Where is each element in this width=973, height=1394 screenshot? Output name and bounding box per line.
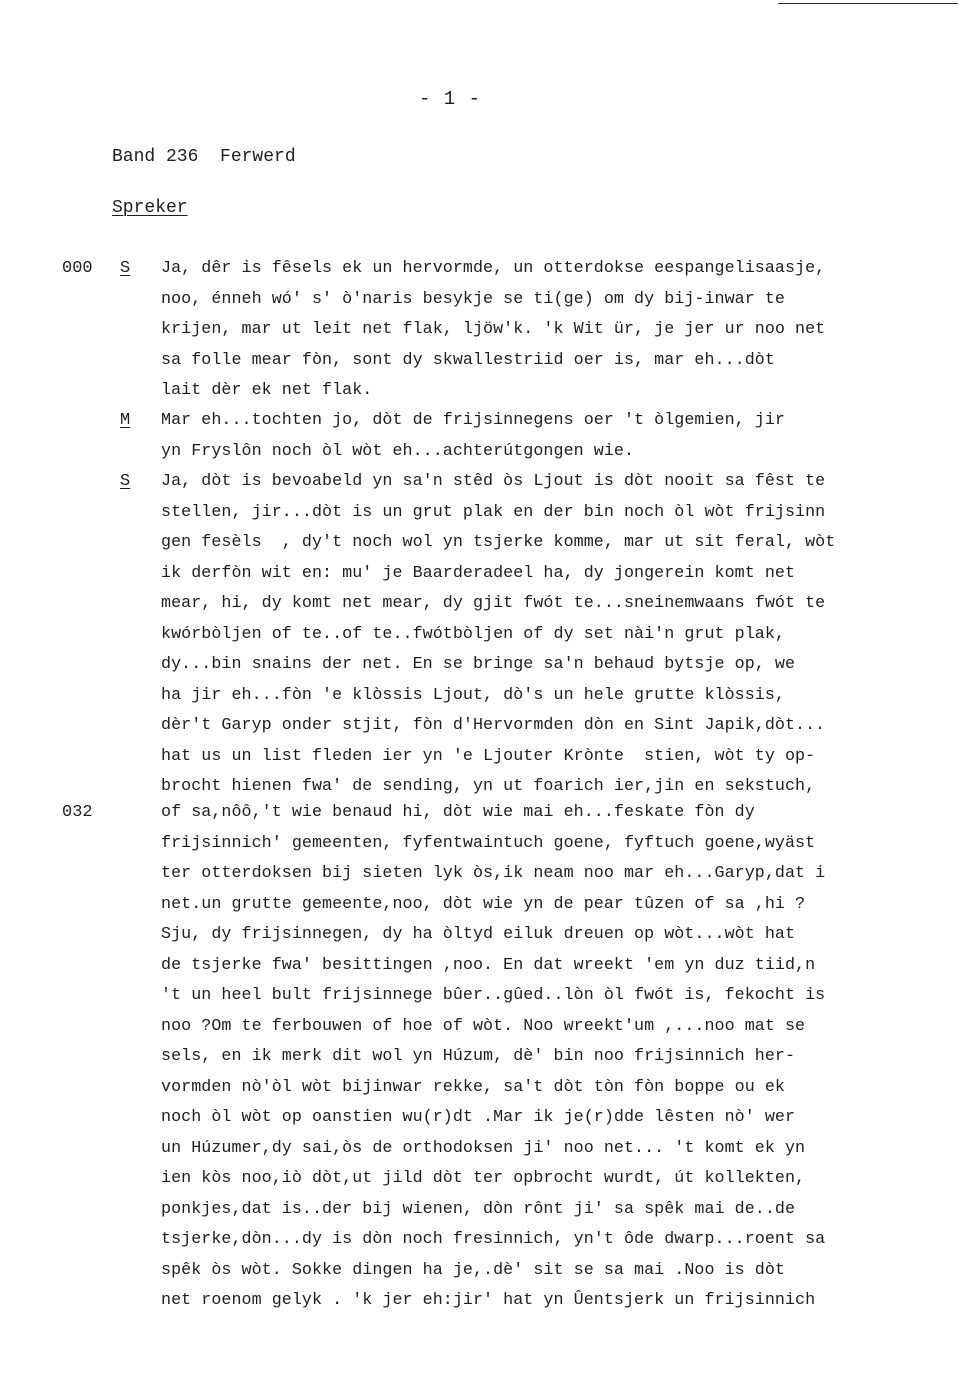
- text-line: dy...bin snains der net. En se bringe sa'n behaud bytsje op, we: [161, 655, 796, 674]
- speaker-marker: S: [120, 472, 131, 491]
- utterance: [161, 798, 825, 1317]
- text-line: net roenom gelyk . 'k jer eh:jir' hat yn Ûentsjerk un frijsinnich: [161, 1291, 816, 1310]
- text-line: krijen, mar ut leit net flak, ljöw'k. 'k Wit ür, je jer ur noo net: [161, 320, 826, 339]
- speaker-marker: M: [120, 411, 131, 430]
- text-line: ha jir eh...fòn 'e klòssis Ljout, dò's un hele grutte klòssis,: [161, 685, 785, 705]
- band-label: Band 236: [112, 147, 199, 167]
- text-line: noch òl wòt op oanstien wu(r)dt .Mar ik je(r)dde lêsten nò' wer: [161, 1108, 796, 1127]
- text-line: gen fesèls , dy't noch wol yn tsjerke komme, mar ut sit feral, wòt: [161, 533, 836, 552]
- text-line: ponkjes,dat is..der bij wienen, dòn rônt ji' sa spêk mai de..de: [161, 1199, 796, 1219]
- page-number: - 1 -: [418, 88, 481, 110]
- tape-counter: 032: [62, 803, 93, 822]
- text-line: ik derfòn wit en: mu' je Baarderadeel ha, dy jongerein komt net: [161, 563, 796, 583]
- text-line: ter otterdoksen bij sieten lyk òs,ik neam noo mar eh...Garyp,dat i: [161, 864, 826, 883]
- text-line: of sa,nôô,'t wie benaud hi, dòt wie mai eh...feskate fòn dy: [161, 803, 755, 822]
- place-name: Ferwerd: [220, 147, 296, 167]
- text-line: kwórbòljen of te..of te..fwótbòljen of dy set nài'n grut plak,: [161, 624, 785, 644]
- text-line: Ja, dêr is fêsels ek un hervormde, un otterdokse eespangelisaasje,: [161, 259, 826, 278]
- recording-header: [112, 146, 296, 168]
- text-line: net.un grutte gemeente,noo, dòt wie yn de pear tûzen of sa ,hi ?: [161, 894, 806, 914]
- text-line: brocht hienen fwa' de sending, yn ut foarich ier,jin en sekstuch,: [161, 777, 816, 796]
- text-line: frijsinnich' gemeenten, fyfentwaintuch goene, fyftuch goene,wyäst: [161, 833, 816, 853]
- text-line: tsjerke,dòn...dy is dòn noch fresinnich, yn't ôde dwarp...roent sa: [161, 1230, 826, 1249]
- tape-counter: 000: [62, 259, 93, 278]
- text-line: un Húzumer,dy sai,òs de orthodoksen ji' noo net... 't komt ek yn: [161, 1138, 806, 1158]
- text-line: noo, énneh wó' s' ò'naris besykje se ti(ge) om dy bij-inwar te: [161, 289, 785, 309]
- text-line: mear, hi, dy komt net mear, dy gjit fwót te...sneinemwaans fwót te: [161, 594, 826, 613]
- text-line: de tsjerke fwa' besittingen ,noo. En dat wreekt 'em yn duz tiid,n: [161, 955, 816, 975]
- text-line: stellen, jir...dòt is un grut plak en der bin noch òl wòt frijsinn: [161, 502, 826, 522]
- text-line: dèr't Garyp onder stjit, fòn d'Hervormden dòn en Sint Japik,dòt...: [161, 716, 826, 735]
- text-line: sa folle mear fòn, sont dy skwallestriid oer is, mar eh...dòt: [161, 350, 775, 370]
- text-line: Mar eh...tochten jo, dòt de frijsinnegens oer 't òlgemien, jir: [161, 411, 785, 430]
- top-rule: [778, 3, 958, 4]
- speaker-marker: S: [120, 259, 131, 278]
- text-line: ien kòs noo,iò dòt,ut jild dòt ter opbrocht wurdt, út kollekten,: [161, 1169, 806, 1188]
- utterance: [161, 406, 785, 467]
- text-line: Sju, dy frijsinnegen, dy ha òltyd eiluk dreuen op wòt...wòt hat: [161, 925, 796, 944]
- text-line: lait dèr ek net flak.: [161, 381, 373, 400]
- utterance: [161, 254, 825, 407]
- text-line: vormden nò'òl wòt bijinwar rekke, sa't dòt tòn fòn boppe ou ek: [161, 1077, 785, 1097]
- text-line: sels, en ik merk dit wol yn Húzum, dè' bin noo frijsinnich her-: [161, 1047, 796, 1066]
- text-line: hat us un list fleden ier yn 'e Ljouter Krònte stien, wòt ty op-: [161, 746, 816, 766]
- text-line: 't un heel bult frijsinnege bûer..gûed..lòn òl fwót is, fekocht is: [161, 986, 826, 1005]
- text-line: Ja, dòt is bevoabeld yn sa'n stêd òs Ljout is dòt nooit sa fêst te: [161, 472, 826, 491]
- utterance: [161, 467, 835, 803]
- speaker-heading: Spreker: [112, 198, 188, 218]
- text-line: yn Fryslôn noch òl wòt eh...achterútgongen wie.: [161, 441, 635, 461]
- text-line: noo ?Om te ferbouwen of hoe of wòt. Noo wreekt'um ,...noo mat se: [161, 1016, 806, 1036]
- text-line: spêk òs wòt. Sokke dingen ha je,.dè' sit se sa mai .Noo is dòt: [161, 1260, 785, 1280]
